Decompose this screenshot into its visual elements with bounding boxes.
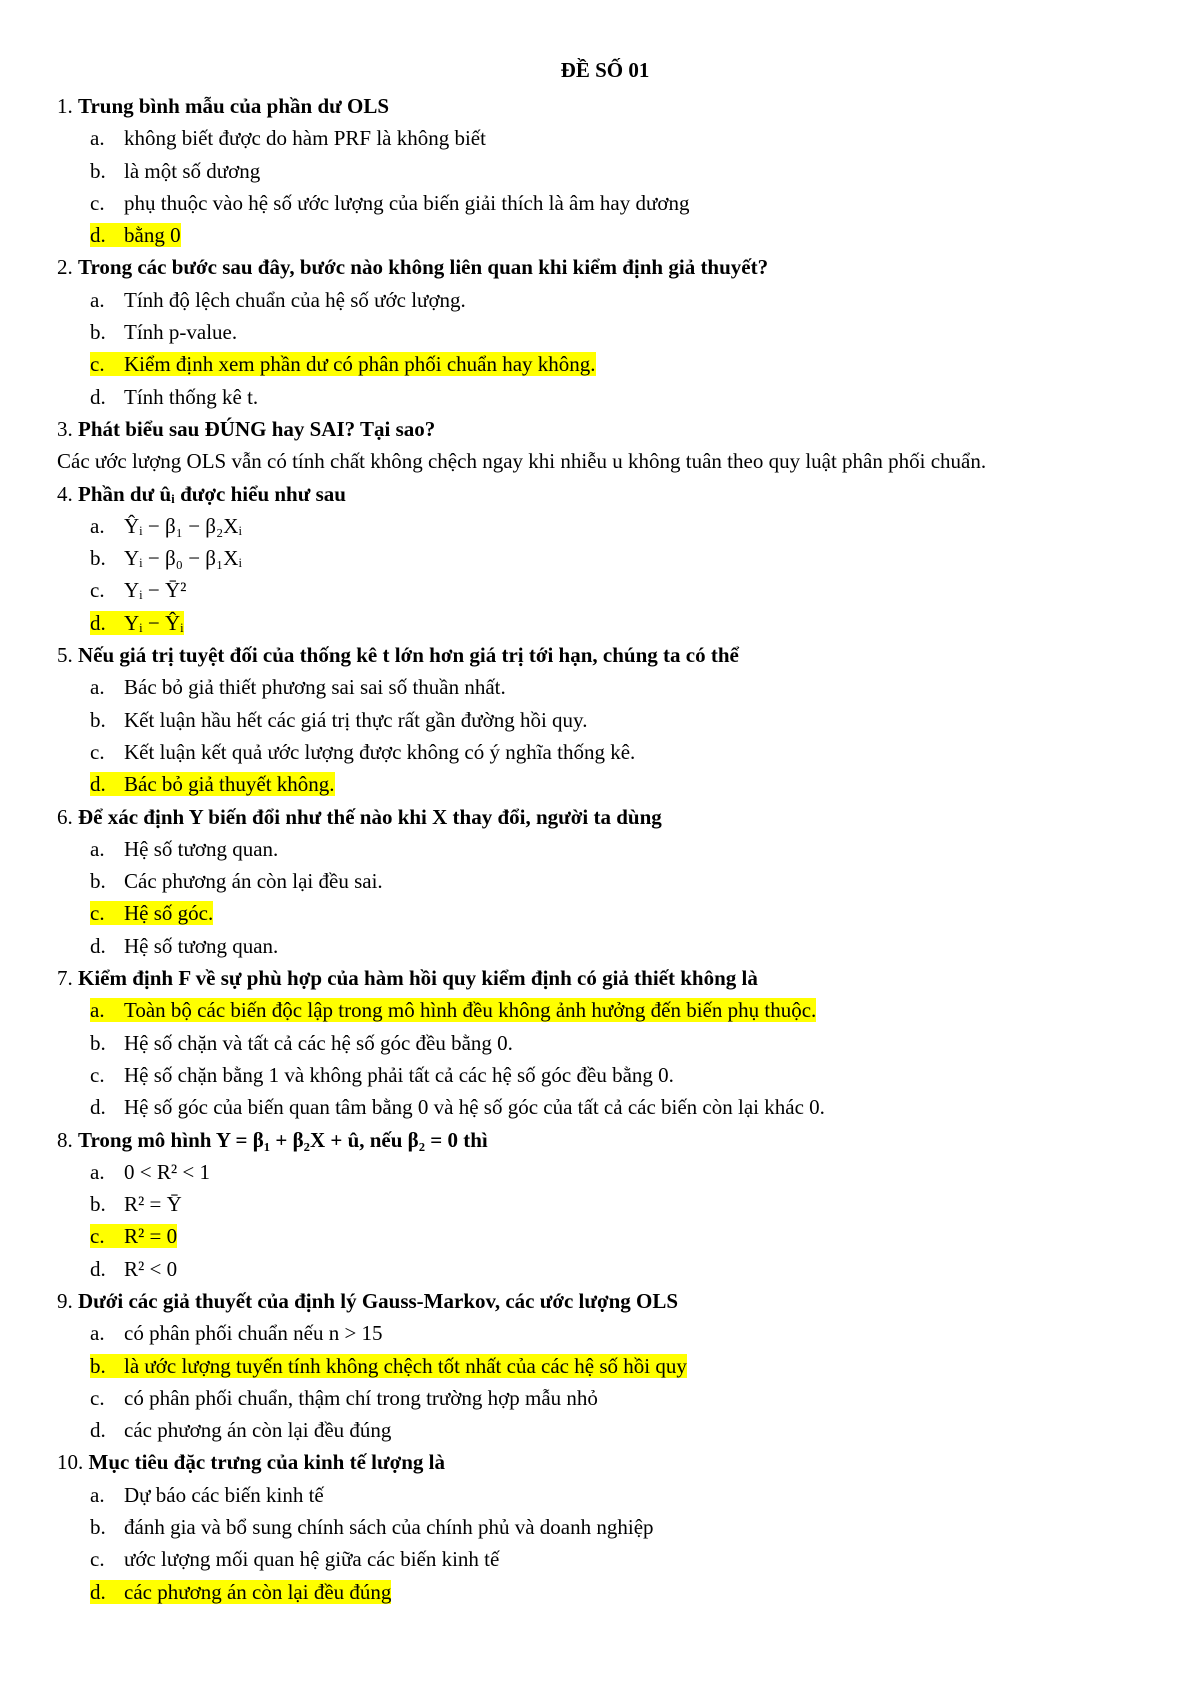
answer-option [57, 348, 1167, 380]
option-letter: d. [90, 933, 106, 958]
option-letter: d. [90, 1095, 106, 1120]
answer-option [57, 833, 1167, 865]
question-number: 5. [57, 643, 73, 668]
question-text-before: Phần dư [78, 481, 160, 506]
answer-option [57, 187, 1167, 219]
question-text: Trung bình mẫu của phần dư OLS [78, 94, 390, 118]
option-letter: d. [90, 384, 106, 409]
option-letter: c. [90, 1224, 105, 1249]
question-number: 4. [57, 481, 73, 506]
option-letter: b. [90, 320, 106, 345]
question-number: 10. [57, 1450, 84, 1475]
question-9 [57, 1285, 1167, 1317]
option-text: Bác bỏ giả thiết phương sai sai số thuần nhất. [124, 675, 506, 700]
question-text: Nếu giá trị tuyệt đối của thống kê t lớn hơn giá trị tới hạn, chúng ta có thể [78, 643, 739, 668]
answer-option [57, 122, 1167, 154]
option-text: Tính độ lệch chuẩn của hệ số ước lượng. [124, 287, 466, 312]
question-4 [57, 478, 1167, 510]
answer-option-body [90, 546, 242, 570]
option-letter: c. [90, 1062, 105, 1087]
answer-option [57, 1479, 1167, 1511]
question-text [78, 482, 346, 506]
question-8 [57, 1124, 1167, 1156]
answer-option [57, 1414, 1167, 1446]
option-letter: d. [90, 1256, 106, 1281]
option-text: R² = Ȳ [124, 1192, 182, 1217]
option-text: Tính p-value. [124, 320, 238, 345]
answer-option [57, 1027, 1167, 1059]
question-text: Mục tiêu đặc trưng của kinh tế lượng là [88, 1450, 446, 1475]
option-letter: a. [90, 1482, 105, 1507]
option-text: Ŷᵢ − β₁ − β₂Xᵢ [124, 513, 242, 538]
answer-option [57, 1091, 1167, 1123]
correct-answer-highlight [90, 1354, 687, 1378]
option-text: Yᵢ − Ȳ² [124, 578, 187, 603]
question-number: 3. [57, 416, 73, 441]
option-letter: a. [90, 513, 105, 538]
answer-option [57, 1543, 1167, 1575]
answer-option-body [90, 1160, 210, 1184]
question-7 [57, 962, 1167, 994]
answer-option-body [90, 1418, 391, 1442]
option-text: không biết được do hàm PRF là không biết [124, 126, 486, 151]
option-text: Kiểm định xem phần dư có phân phối chuẩn hay không. [124, 352, 596, 377]
option-text: đánh gia và bổ sung chính sách của chính phủ và doanh nghiệp [124, 1515, 654, 1540]
option-letter: a. [90, 675, 105, 700]
option-letter: d. [90, 1418, 106, 1443]
question-number: 1. [57, 94, 73, 118]
question-number: 6. [57, 804, 73, 829]
option-text: Yᵢ − β₀ − β₁Xᵢ [124, 546, 242, 571]
answer-option-body [90, 1095, 825, 1119]
answer-option-body [90, 1515, 654, 1539]
option-letter: d. [90, 610, 106, 635]
answer-option-body [90, 514, 242, 538]
question-text: Kiểm định F về sự phù hợp của hàm hồi quy kiểm định có giả thiết không là [78, 966, 758, 991]
question-list [57, 90, 1167, 1608]
option-letter: b. [90, 546, 106, 571]
question-number: 2. [57, 255, 73, 280]
correct-answer-highlight [90, 352, 596, 376]
answer-option-body [90, 1192, 182, 1216]
correct-answer-highlight [90, 998, 816, 1022]
answer-option-body [90, 1483, 324, 1507]
answer-option [57, 1317, 1167, 1349]
option-text: Hệ số chặn bằng 1 và không phải tất cả các hệ số góc đều bằng 0. [124, 1062, 674, 1087]
option-letter: a. [90, 1321, 105, 1346]
answer-option-body [90, 740, 635, 764]
option-text: Hệ số góc. [124, 901, 214, 926]
answer-option-body [90, 320, 237, 344]
correct-answer-highlight [90, 1224, 177, 1248]
answer-option [57, 316, 1167, 348]
option-letter: a. [90, 998, 105, 1023]
question-number: 9. [57, 1288, 73, 1313]
option-text: ước lượng mối quan hệ giữa các biến kinh tế [124, 1547, 500, 1572]
question-number: 7. [57, 966, 73, 991]
option-letter: b. [90, 1353, 106, 1378]
option-text: 0 < R² < 1 [124, 1159, 210, 1184]
answer-option [57, 219, 1167, 251]
question-3 [57, 413, 1167, 445]
answer-option [57, 1188, 1167, 1220]
option-letter: a. [90, 287, 105, 312]
option-text: Kết luận hầu hết các giá trị thực rất gần đường hồi quy. [124, 707, 588, 732]
option-text: Toàn bộ các biến độc lập trong mô hình đều không ảnh hưởng đến biến phụ thuộc. [124, 998, 817, 1023]
correct-answer-highlight [90, 1580, 391, 1604]
answer-option [57, 930, 1167, 962]
answer-option [57, 284, 1167, 316]
question-text: Dưới các giả thuyết của định lý Gauss-Markov, các ước lượng OLS [78, 1288, 679, 1313]
answer-option [57, 1059, 1167, 1091]
answer-option-body [90, 869, 383, 893]
answer-option [57, 510, 1167, 542]
option-text: có phân phối chuẩn nếu n > 15 [124, 1321, 383, 1346]
option-letter: d. [90, 223, 106, 248]
option-letter: c. [90, 578, 105, 603]
option-letter: a. [90, 1159, 105, 1184]
answer-option [57, 1511, 1167, 1543]
answer-option-body [90, 934, 278, 958]
answer-option [57, 1253, 1167, 1285]
question-text-after: được hiểu như sau [174, 481, 346, 506]
answer-option [57, 574, 1167, 606]
answer-option-body [90, 191, 690, 215]
option-text: Bác bỏ giả thuyết không. [124, 772, 335, 797]
option-letter: c. [90, 352, 105, 377]
option-text: Tính thống kê t. [124, 384, 259, 409]
answer-option [57, 994, 1167, 1026]
option-text: Hệ số tương quan. [124, 933, 279, 958]
question-number: 8. [57, 1127, 73, 1152]
question-6 [57, 801, 1167, 833]
answer-option-body [90, 675, 506, 699]
answer-option [57, 1576, 1167, 1608]
answer-option [57, 1220, 1167, 1252]
answer-option-body [90, 1031, 513, 1055]
answer-option-body [90, 1321, 383, 1345]
answer-option-body [90, 708, 587, 732]
answer-option-body [90, 1386, 598, 1410]
answer-option-body [90, 288, 466, 312]
option-letter: c. [90, 739, 105, 764]
question-text: Phát biểu sau ĐÚNG hay SAI? Tại sao? [78, 416, 436, 441]
answer-option-body [90, 1257, 177, 1281]
answer-option-body [90, 578, 186, 602]
option-letter: c. [90, 1547, 105, 1572]
option-text: các phương án còn lại đều đúng [124, 1418, 392, 1443]
option-letter: b. [90, 158, 106, 183]
answer-option [57, 155, 1167, 187]
correct-answer-highlight [90, 223, 181, 247]
answer-option [57, 736, 1167, 768]
option-text: Hệ số chặn và tất cả các hệ số góc đều bằng 0. [124, 1030, 513, 1055]
option-text: Yᵢ − Ŷᵢ [124, 610, 184, 635]
option-letter: c. [90, 901, 105, 926]
option-text: Các phương án còn lại đều sai. [124, 869, 383, 894]
option-text: bằng 0 [124, 223, 181, 248]
answer-option [57, 865, 1167, 897]
option-text: Hệ số tương quan. [124, 836, 279, 861]
option-text: Hệ số góc của biến quan tâm bằng 0 và hệ số góc của tất cả các biến còn lại khác 0. [124, 1095, 825, 1120]
question-1 [57, 90, 1167, 122]
answer-option [57, 1350, 1167, 1382]
option-text: có phân phối chuẩn, thậm chí trong trường hợp mẫu nhỏ [124, 1385, 598, 1410]
question-text: Trong các bước sau đây, bước nào không liên quan khi kiểm định giả thuyết? [78, 255, 769, 280]
answer-option [57, 381, 1167, 413]
answer-option [57, 1156, 1167, 1188]
page-title: ĐỀ SỐ 01 [560, 58, 650, 82]
question-text-symbol: ûᵢ [159, 481, 175, 506]
option-text: là một số dương [124, 158, 261, 183]
option-letter: a. [90, 836, 105, 861]
answer-option [57, 671, 1167, 703]
option-text: R² < 0 [124, 1256, 178, 1281]
question-text: Để xác định Y biến đổi như thế nào khi X thay đổi, người ta dùng [78, 804, 662, 829]
answer-option [57, 704, 1167, 736]
answer-option [57, 607, 1167, 639]
option-letter: b. [90, 1192, 106, 1217]
correct-answer-highlight [90, 772, 335, 796]
correct-answer-highlight [90, 901, 213, 925]
answer-option [57, 1382, 1167, 1414]
correct-answer-highlight [90, 611, 184, 635]
option-letter: c. [90, 190, 105, 215]
option-text: phụ thuộc vào hệ số ước lượng của biến giải thích là âm hay dương [124, 190, 690, 215]
question-text: Trong mô hình Y = β₁ + β₂X + û, nếu β₂ = 0 thì [78, 1127, 488, 1152]
option-text: là ước lượng tuyến tính không chệch tốt nhất của các hệ số hồi quy [124, 1353, 687, 1378]
answer-option-body [90, 1547, 499, 1571]
option-letter: c. [90, 1385, 105, 1410]
answer-option-body [90, 1063, 674, 1087]
option-letter: b. [90, 1515, 106, 1540]
answer-option [57, 768, 1167, 800]
question-10 [57, 1446, 1167, 1478]
question-statement: Các ước lượng OLS vẫn có tính chất không chệch ngay khi nhiễu u không tuân theo quy luật phân phối chuẩn. [57, 449, 987, 474]
option-letter: b. [90, 707, 106, 732]
answer-option-body [90, 159, 260, 183]
option-text: R² = 0 [124, 1224, 178, 1249]
answer-option-body [90, 837, 278, 861]
option-letter: d. [90, 772, 106, 797]
option-text: Dự báo các biến kinh tế [124, 1482, 324, 1507]
answer-option-body [90, 385, 258, 409]
option-letter: a. [90, 126, 105, 151]
option-letter: b. [90, 869, 106, 894]
answer-option-body [90, 126, 486, 150]
answer-option [57, 897, 1167, 929]
option-letter: b. [90, 1030, 106, 1055]
question-2 [57, 251, 1167, 283]
option-text: các phương án còn lại đều đúng [124, 1579, 392, 1604]
option-letter: d. [90, 1579, 106, 1604]
answer-option [57, 542, 1167, 574]
option-text: Kết luận kết quả ước lượng được không có ý nghĩa thống kê. [124, 739, 636, 764]
question-5 [57, 639, 1167, 671]
